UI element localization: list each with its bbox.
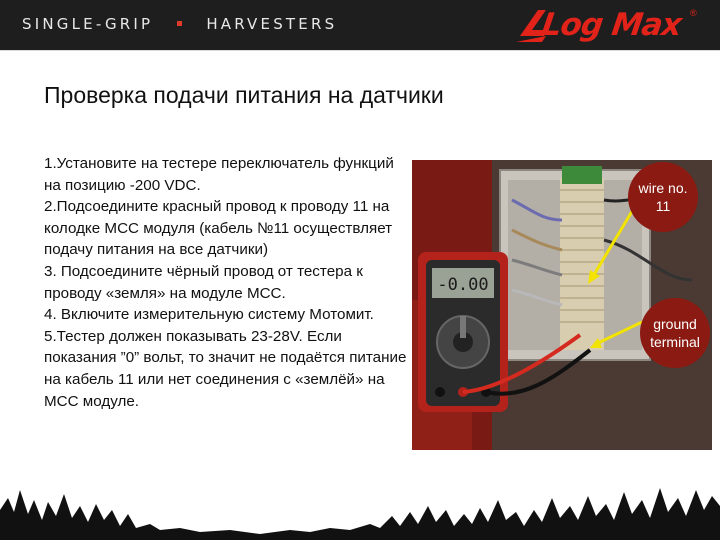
slide-title: Проверка подачи питания на датчики bbox=[44, 82, 444, 108]
instruction-step: 5.Тестер должен показывать 23-28V. Если показания ”0” вольт, то значит не подаётся питание на кабель 11 или нет соединения с «землёй» на МСС модуле. bbox=[44, 327, 407, 410]
brand-word-single-grip: SINGLE-GRIP bbox=[22, 15, 154, 33]
callout-ground-label: ground terminal bbox=[650, 316, 700, 350]
instruction-step: 3. Подсоедините чёрный провод от тестера к проводу «земля» на модуле МСС. bbox=[44, 262, 363, 302]
log-max-logo bbox=[516, 6, 706, 46]
instruction-list bbox=[44, 153, 412, 412]
brand-separator-dot bbox=[177, 21, 182, 26]
callout-wire-no-11 bbox=[628, 162, 698, 232]
header-bar bbox=[0, 0, 720, 50]
header-divider bbox=[0, 50, 720, 51]
forest-silhouette-decoration bbox=[0, 470, 720, 540]
multimeter-display-readout: -0.00 bbox=[437, 275, 489, 295]
instruction-step: 1.Установите на тестере переключатель функций на позицию -200 VDC. bbox=[44, 155, 394, 194]
instruction-step: 2.Подсоедините красный провод к проводу 11 на колодке МСС модуля (кабель №11 осуществляет подачу питания на все датчики) bbox=[44, 198, 393, 259]
brand-word-harvesters: HARVESTERS bbox=[206, 15, 338, 33]
instruction-step: 4. Включите измерительную систему Мотомит. bbox=[44, 306, 374, 324]
logo-registered-mark: ® bbox=[690, 8, 697, 18]
brand-tagline bbox=[22, 15, 337, 33]
logo-wordmark: Log Max bbox=[539, 7, 684, 43]
callout-ground-terminal bbox=[640, 298, 710, 368]
callout-wire-label: wire no. 11 bbox=[638, 180, 688, 214]
